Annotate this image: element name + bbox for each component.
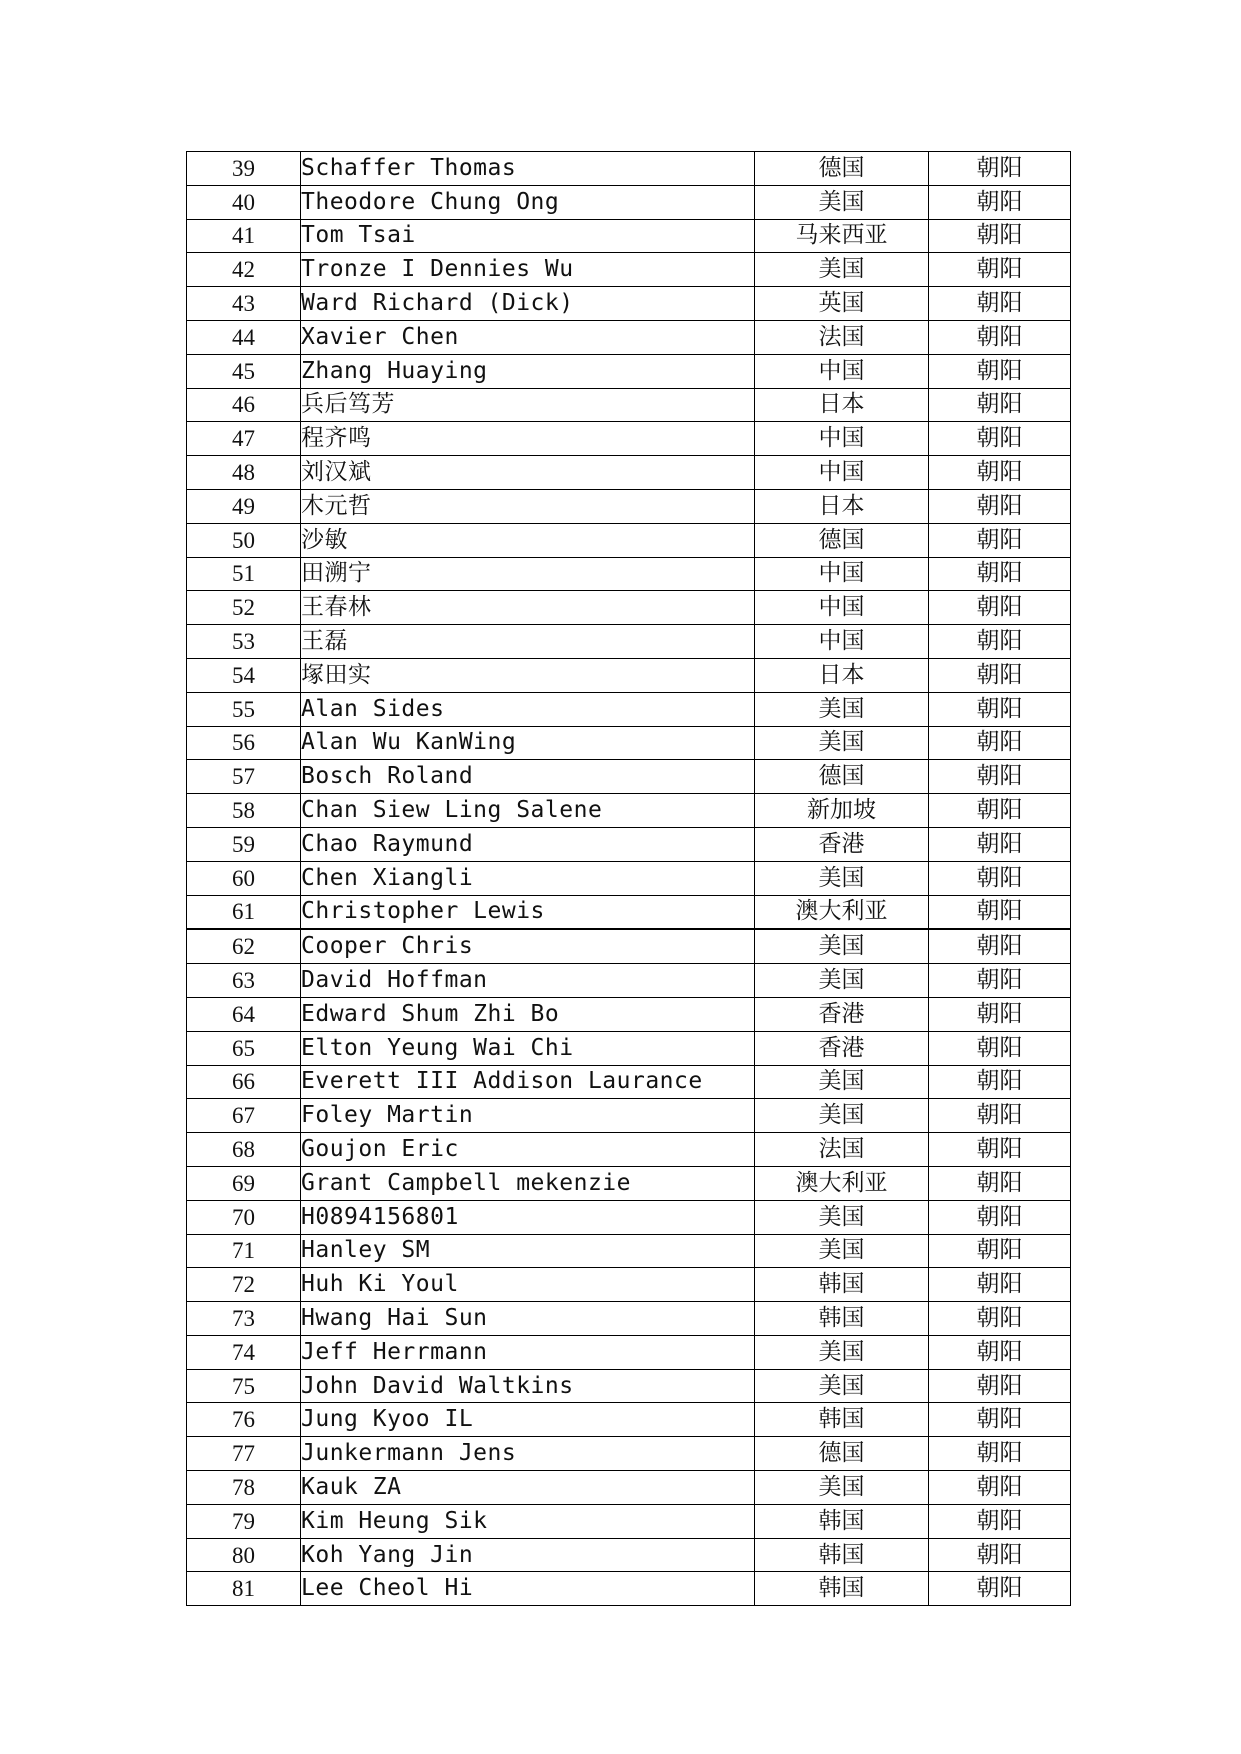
row-number-cell: 57 <box>187 760 301 794</box>
district-cell: 朝阳 <box>929 1504 1071 1538</box>
row-number-cell: 70 <box>187 1200 301 1234</box>
country-cell: 美国 <box>755 1335 929 1369</box>
country-cell: 美国 <box>755 1200 929 1234</box>
name-cell: Foley Martin <box>301 1099 755 1133</box>
row-number-cell: 47 <box>187 422 301 456</box>
country-cell: 美国 <box>755 861 929 895</box>
table-row <box>187 591 1071 625</box>
name-cell: David Hoffman <box>301 964 755 998</box>
country-cell: 中国 <box>755 354 929 388</box>
country-cell: 美国 <box>755 964 929 998</box>
district-cell: 朝阳 <box>929 726 1071 760</box>
name-cell: 沙敏 <box>301 523 755 557</box>
name-cell: Goujon Eric <box>301 1133 755 1167</box>
country-cell: 德国 <box>755 760 929 794</box>
table-row <box>187 692 1071 726</box>
row-number-cell: 67 <box>187 1099 301 1133</box>
district-cell: 朝阳 <box>929 422 1071 456</box>
roster-table-body <box>187 152 1071 1606</box>
country-cell: 美国 <box>755 1369 929 1403</box>
country-cell: 新加坡 <box>755 794 929 828</box>
name-cell: 田溯宁 <box>301 557 755 591</box>
table-row <box>187 964 1071 998</box>
table-row <box>187 253 1071 287</box>
district-cell: 朝阳 <box>929 895 1071 929</box>
roster-table <box>186 151 1071 1606</box>
country-cell: 香港 <box>755 997 929 1031</box>
country-cell: 韩国 <box>755 1538 929 1572</box>
country-cell: 美国 <box>755 692 929 726</box>
row-number-cell: 45 <box>187 354 301 388</box>
country-cell: 德国 <box>755 152 929 186</box>
row-number-cell: 78 <box>187 1471 301 1505</box>
name-cell: Hwang Hai Sun <box>301 1302 755 1336</box>
district-cell: 朝阳 <box>929 827 1071 861</box>
row-number-cell: 48 <box>187 456 301 490</box>
name-cell: Kim Heung Sik <box>301 1504 755 1538</box>
name-cell: Tom Tsai <box>301 219 755 253</box>
table-row <box>187 1200 1071 1234</box>
table-row <box>187 1133 1071 1167</box>
row-number-cell: 71 <box>187 1234 301 1268</box>
name-cell: Tronze I Dennies Wu <box>301 253 755 287</box>
name-cell: Huh Ki Youl <box>301 1268 755 1302</box>
district-cell: 朝阳 <box>929 625 1071 659</box>
row-number-cell: 68 <box>187 1133 301 1167</box>
district-cell: 朝阳 <box>929 692 1071 726</box>
row-number-cell: 64 <box>187 997 301 1031</box>
district-cell: 朝阳 <box>929 1234 1071 1268</box>
district-cell: 朝阳 <box>929 557 1071 591</box>
table-row <box>187 388 1071 422</box>
district-cell: 朝阳 <box>929 929 1071 963</box>
row-number-cell: 50 <box>187 523 301 557</box>
table-row <box>187 895 1071 929</box>
name-cell: Kauk ZA <box>301 1471 755 1505</box>
country-cell: 美国 <box>755 253 929 287</box>
country-cell: 中国 <box>755 591 929 625</box>
name-cell: Bosch Roland <box>301 760 755 794</box>
row-number-cell: 63 <box>187 964 301 998</box>
table-row <box>187 152 1071 186</box>
row-number-cell: 79 <box>187 1504 301 1538</box>
row-number-cell: 43 <box>187 287 301 321</box>
district-cell: 朝阳 <box>929 1166 1071 1200</box>
district-cell: 朝阳 <box>929 1302 1071 1336</box>
row-number-cell: 56 <box>187 726 301 760</box>
table-row <box>187 1437 1071 1471</box>
table-row <box>187 1099 1071 1133</box>
table-row <box>187 1335 1071 1369</box>
table-row <box>187 1302 1071 1336</box>
country-cell: 美国 <box>755 185 929 219</box>
table-row <box>187 185 1071 219</box>
name-cell: Koh Yang Jin <box>301 1538 755 1572</box>
table-row <box>187 929 1071 963</box>
table-row <box>187 287 1071 321</box>
table-row <box>187 794 1071 828</box>
table-row <box>187 456 1071 490</box>
row-number-cell: 40 <box>187 185 301 219</box>
district-cell: 朝阳 <box>929 1065 1071 1099</box>
row-number-cell: 62 <box>187 929 301 963</box>
name-cell: Alan Sides <box>301 692 755 726</box>
district-cell: 朝阳 <box>929 354 1071 388</box>
district-cell: 朝阳 <box>929 489 1071 523</box>
table-row <box>187 726 1071 760</box>
name-cell: Theodore Chung Ong <box>301 185 755 219</box>
table-row <box>187 1538 1071 1572</box>
row-number-cell: 42 <box>187 253 301 287</box>
table-row <box>187 1065 1071 1099</box>
country-cell: 香港 <box>755 827 929 861</box>
name-cell: Ward Richard (Dick) <box>301 287 755 321</box>
name-cell: 木元哲 <box>301 489 755 523</box>
row-number-cell: 59 <box>187 827 301 861</box>
row-number-cell: 77 <box>187 1437 301 1471</box>
name-cell: Jung Kyoo IL <box>301 1403 755 1437</box>
country-cell: 美国 <box>755 1471 929 1505</box>
row-number-cell: 69 <box>187 1166 301 1200</box>
district-cell: 朝阳 <box>929 1538 1071 1572</box>
name-cell: H0894156801 <box>301 1200 755 1234</box>
name-cell: 程齐鸣 <box>301 422 755 456</box>
table-row <box>187 1471 1071 1505</box>
district-cell: 朝阳 <box>929 1268 1071 1302</box>
table-row <box>187 1031 1071 1065</box>
country-cell: 美国 <box>755 929 929 963</box>
row-number-cell: 65 <box>187 1031 301 1065</box>
district-cell: 朝阳 <box>929 997 1071 1031</box>
table-row <box>187 557 1071 591</box>
name-cell: Edward Shum Zhi Bo <box>301 997 755 1031</box>
name-cell: Xavier Chen <box>301 320 755 354</box>
row-number-cell: 41 <box>187 219 301 253</box>
country-cell: 马来西亚 <box>755 219 929 253</box>
row-number-cell: 49 <box>187 489 301 523</box>
table-row <box>187 1403 1071 1437</box>
name-cell: Cooper Chris <box>301 929 755 963</box>
country-cell: 韩国 <box>755 1572 929 1606</box>
row-number-cell: 72 <box>187 1268 301 1302</box>
table-row <box>187 422 1071 456</box>
name-cell: Hanley SM <box>301 1234 755 1268</box>
country-cell: 中国 <box>755 456 929 490</box>
country-cell: 日本 <box>755 658 929 692</box>
name-cell: Zhang Huaying <box>301 354 755 388</box>
row-number-cell: 74 <box>187 1335 301 1369</box>
table-row <box>187 1572 1071 1606</box>
district-cell: 朝阳 <box>929 253 1071 287</box>
name-cell: Christopher Lewis <box>301 895 755 929</box>
country-cell: 日本 <box>755 489 929 523</box>
row-number-cell: 66 <box>187 1065 301 1099</box>
name-cell: 兵后笃芳 <box>301 388 755 422</box>
country-cell: 美国 <box>755 1234 929 1268</box>
country-cell: 德国 <box>755 1437 929 1471</box>
district-cell: 朝阳 <box>929 523 1071 557</box>
table-row <box>187 625 1071 659</box>
row-number-cell: 58 <box>187 794 301 828</box>
district-cell: 朝阳 <box>929 794 1071 828</box>
district-cell: 朝阳 <box>929 1437 1071 1471</box>
country-cell: 英国 <box>755 287 929 321</box>
table-row <box>187 1504 1071 1538</box>
row-number-cell: 80 <box>187 1538 301 1572</box>
district-cell: 朝阳 <box>929 1031 1071 1065</box>
district-cell: 朝阳 <box>929 152 1071 186</box>
row-number-cell: 51 <box>187 557 301 591</box>
country-cell: 美国 <box>755 1099 929 1133</box>
row-number-cell: 75 <box>187 1369 301 1403</box>
country-cell: 美国 <box>755 1065 929 1099</box>
name-cell: Grant Campbell mekenzie <box>301 1166 755 1200</box>
district-cell: 朝阳 <box>929 1369 1071 1403</box>
row-number-cell: 61 <box>187 895 301 929</box>
row-number-cell: 54 <box>187 658 301 692</box>
district-cell: 朝阳 <box>929 1200 1071 1234</box>
row-number-cell: 76 <box>187 1403 301 1437</box>
country-cell: 中国 <box>755 557 929 591</box>
name-cell: 王磊 <box>301 625 755 659</box>
district-cell: 朝阳 <box>929 219 1071 253</box>
row-number-cell: 60 <box>187 861 301 895</box>
country-cell: 德国 <box>755 523 929 557</box>
table-row <box>187 1234 1071 1268</box>
district-cell: 朝阳 <box>929 964 1071 998</box>
row-number-cell: 53 <box>187 625 301 659</box>
district-cell: 朝阳 <box>929 456 1071 490</box>
country-cell: 中国 <box>755 625 929 659</box>
name-cell: Elton Yeung Wai Chi <box>301 1031 755 1065</box>
table-row <box>187 760 1071 794</box>
table-row <box>187 219 1071 253</box>
table-row <box>187 320 1071 354</box>
name-cell: Chan Siew Ling Salene <box>301 794 755 828</box>
district-cell: 朝阳 <box>929 760 1071 794</box>
country-cell: 法国 <box>755 320 929 354</box>
district-cell: 朝阳 <box>929 591 1071 625</box>
name-cell: Everett III Addison Laurance <box>301 1065 755 1099</box>
row-number-cell: 46 <box>187 388 301 422</box>
district-cell: 朝阳 <box>929 861 1071 895</box>
name-cell: Schaffer Thomas <box>301 152 755 186</box>
country-cell: 美国 <box>755 726 929 760</box>
name-cell: 刘汉斌 <box>301 456 755 490</box>
row-number-cell: 52 <box>187 591 301 625</box>
row-number-cell: 39 <box>187 152 301 186</box>
country-cell: 韩国 <box>755 1504 929 1538</box>
name-cell: Alan Wu KanWing <box>301 726 755 760</box>
table-row <box>187 1268 1071 1302</box>
country-cell: 法国 <box>755 1133 929 1167</box>
row-number-cell: 73 <box>187 1302 301 1336</box>
country-cell: 香港 <box>755 1031 929 1065</box>
row-number-cell: 55 <box>187 692 301 726</box>
name-cell: Chao Raymund <box>301 827 755 861</box>
district-cell: 朝阳 <box>929 1403 1071 1437</box>
name-cell: 塚田实 <box>301 658 755 692</box>
district-cell: 朝阳 <box>929 185 1071 219</box>
table-row <box>187 861 1071 895</box>
country-cell: 澳大利亚 <box>755 895 929 929</box>
name-cell: Chen Xiangli <box>301 861 755 895</box>
row-number-cell: 81 <box>187 1572 301 1606</box>
table-row <box>187 1369 1071 1403</box>
country-cell: 韩国 <box>755 1268 929 1302</box>
district-cell: 朝阳 <box>929 1572 1071 1606</box>
name-cell: Junkermann Jens <box>301 1437 755 1471</box>
name-cell: John David Waltkins <box>301 1369 755 1403</box>
name-cell: 王春林 <box>301 591 755 625</box>
district-cell: 朝阳 <box>929 1133 1071 1167</box>
table-row <box>187 827 1071 861</box>
district-cell: 朝阳 <box>929 388 1071 422</box>
district-cell: 朝阳 <box>929 658 1071 692</box>
country-cell: 日本 <box>755 388 929 422</box>
table-row <box>187 997 1071 1031</box>
district-cell: 朝阳 <box>929 287 1071 321</box>
table-row <box>187 1166 1071 1200</box>
district-cell: 朝阳 <box>929 1335 1071 1369</box>
name-cell: Jeff Herrmann <box>301 1335 755 1369</box>
country-cell: 澳大利亚 <box>755 1166 929 1200</box>
table-row <box>187 658 1071 692</box>
table-row <box>187 354 1071 388</box>
country-cell: 韩国 <box>755 1302 929 1336</box>
name-cell: Lee Cheol Hi <box>301 1572 755 1606</box>
country-cell: 韩国 <box>755 1403 929 1437</box>
district-cell: 朝阳 <box>929 1099 1071 1133</box>
table-row <box>187 489 1071 523</box>
table-row <box>187 523 1071 557</box>
district-cell: 朝阳 <box>929 1471 1071 1505</box>
district-cell: 朝阳 <box>929 320 1071 354</box>
row-number-cell: 44 <box>187 320 301 354</box>
country-cell: 中国 <box>755 422 929 456</box>
